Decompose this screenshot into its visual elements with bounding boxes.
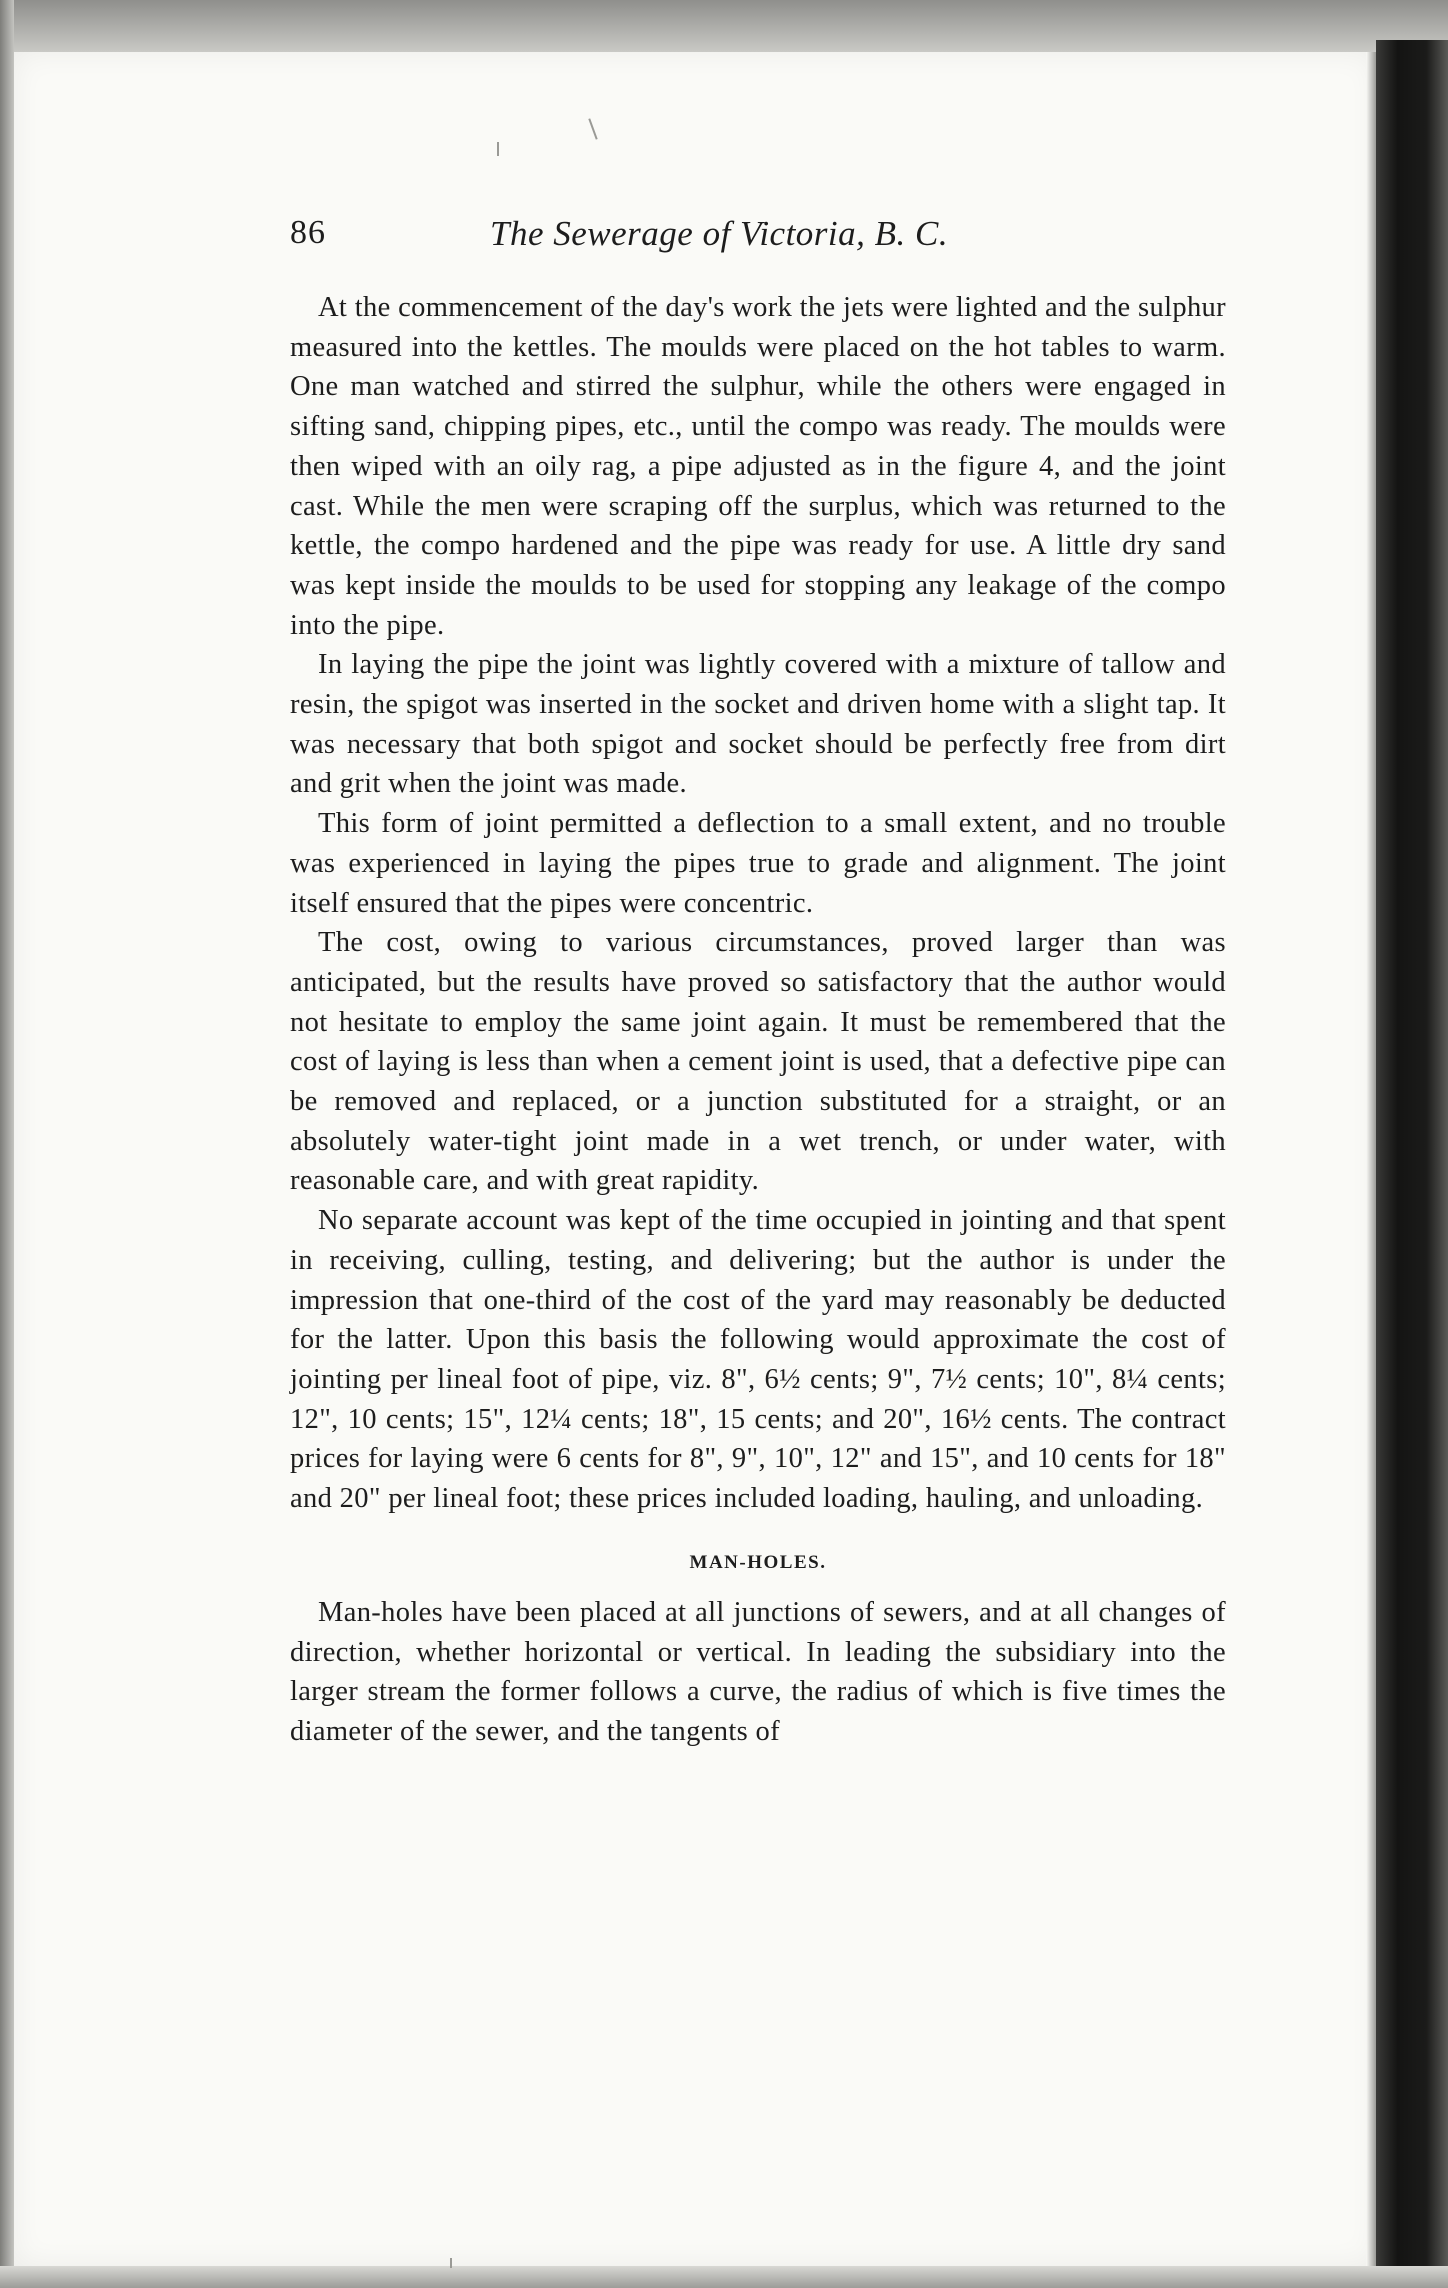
scan-frame-top — [0, 0, 1448, 52]
paragraph-3: This form of joint permitted a deflection to a small extent, and no trouble was experienced in laying the pipes true to grade and alignment. The joint itself ensured that the pipes were concentric. — [290, 808, 1226, 919]
paragraph-4: The cost, owing to various circumstances, proved larger than was anticipated, but the results have proved so satisfactory that the author would not hesitate to employ the same joint again. It must be remembered that the cost of laying is less than when a cement joint is used, that a defective pipe can be removed and replaced, or a junction substituted for a straight, or an absolutely water-tight joint made in a wet trench, or under water, with reasonable care, and with great rapidity. — [290, 927, 1226, 1197]
paragraph-2: In laying the pipe the joint was lightly covered with a mixture of tallow and resin, the spigot was inserted in the socket and driven home with a slight tap. It was necessary that both spigot and socket should be perfectly free from dirt and grit when the joint was made. — [290, 649, 1226, 800]
section-heading: MAN-HOLES. — [689, 1551, 827, 1573]
paragraph-5: No separate account was kept of the time occupied in jointing and that spent in receiving, culling, testing, and delivering; but the author is under the impression that one-third of the cost of the yard may reasonably be deducted for the latter. Upon this basis the following would approximate the cost of jointing per lineal foot of pipe, viz. 8", 6½ cents; 9", 7½ cents; 10", 8¼ cents; 12", 10 cents; 15", 12¼ cents; 18", 15 cents; and 20", 16½ cents. The contract prices for laying were 6 cents for 8", 9", 10", 12" and 15", and 10 cents for 18" and 20" per lineal foot; these prices included loading, hauling, and unloading. — [290, 1205, 1226, 1515]
body-text — [290, 288, 1226, 1752]
paragraph-1: At the commencement of the day's work the jets were lighted and the sulphur measured into the kettles. The moulds were placed on the hot tables to warm. One man watched and stirred the sulphur, while the others were engaged in sifting sand, chipping pipes, etc., until the compo was ready. The moulds were then wiped with an oily rag, a pipe adjusted as in the figure 4, and the joint cast. While the men were scraping off the surplus, which was returned to the kettle, the compo hardened and the pipe was ready for use. A little dry sand was kept inside the moulds to be used for stopping any leakage of the compo into the pipe. — [290, 292, 1226, 641]
scan-frame-bottom — [0, 2266, 1448, 2288]
page-header — [290, 214, 1190, 264]
page-edge-shadow — [1366, 52, 1376, 2266]
scan-frame-left — [0, 0, 14, 2288]
book-spine — [1376, 40, 1448, 2288]
scan-speck — [497, 142, 499, 156]
section-paragraph: Man-holes have been placed at all junctions of sewers, and at all changes of direction, whether horizontal or vertical. In leading the subsidiary into the larger stream the former follows a curve, the radius of which is five times the diameter of the sewer, and the tangents of — [290, 1596, 1226, 1747]
running-title: The Sewerage of Victoria, B. C. — [490, 214, 949, 253]
page-number: 86 — [290, 214, 326, 251]
scan-speck — [450, 2258, 452, 2268]
